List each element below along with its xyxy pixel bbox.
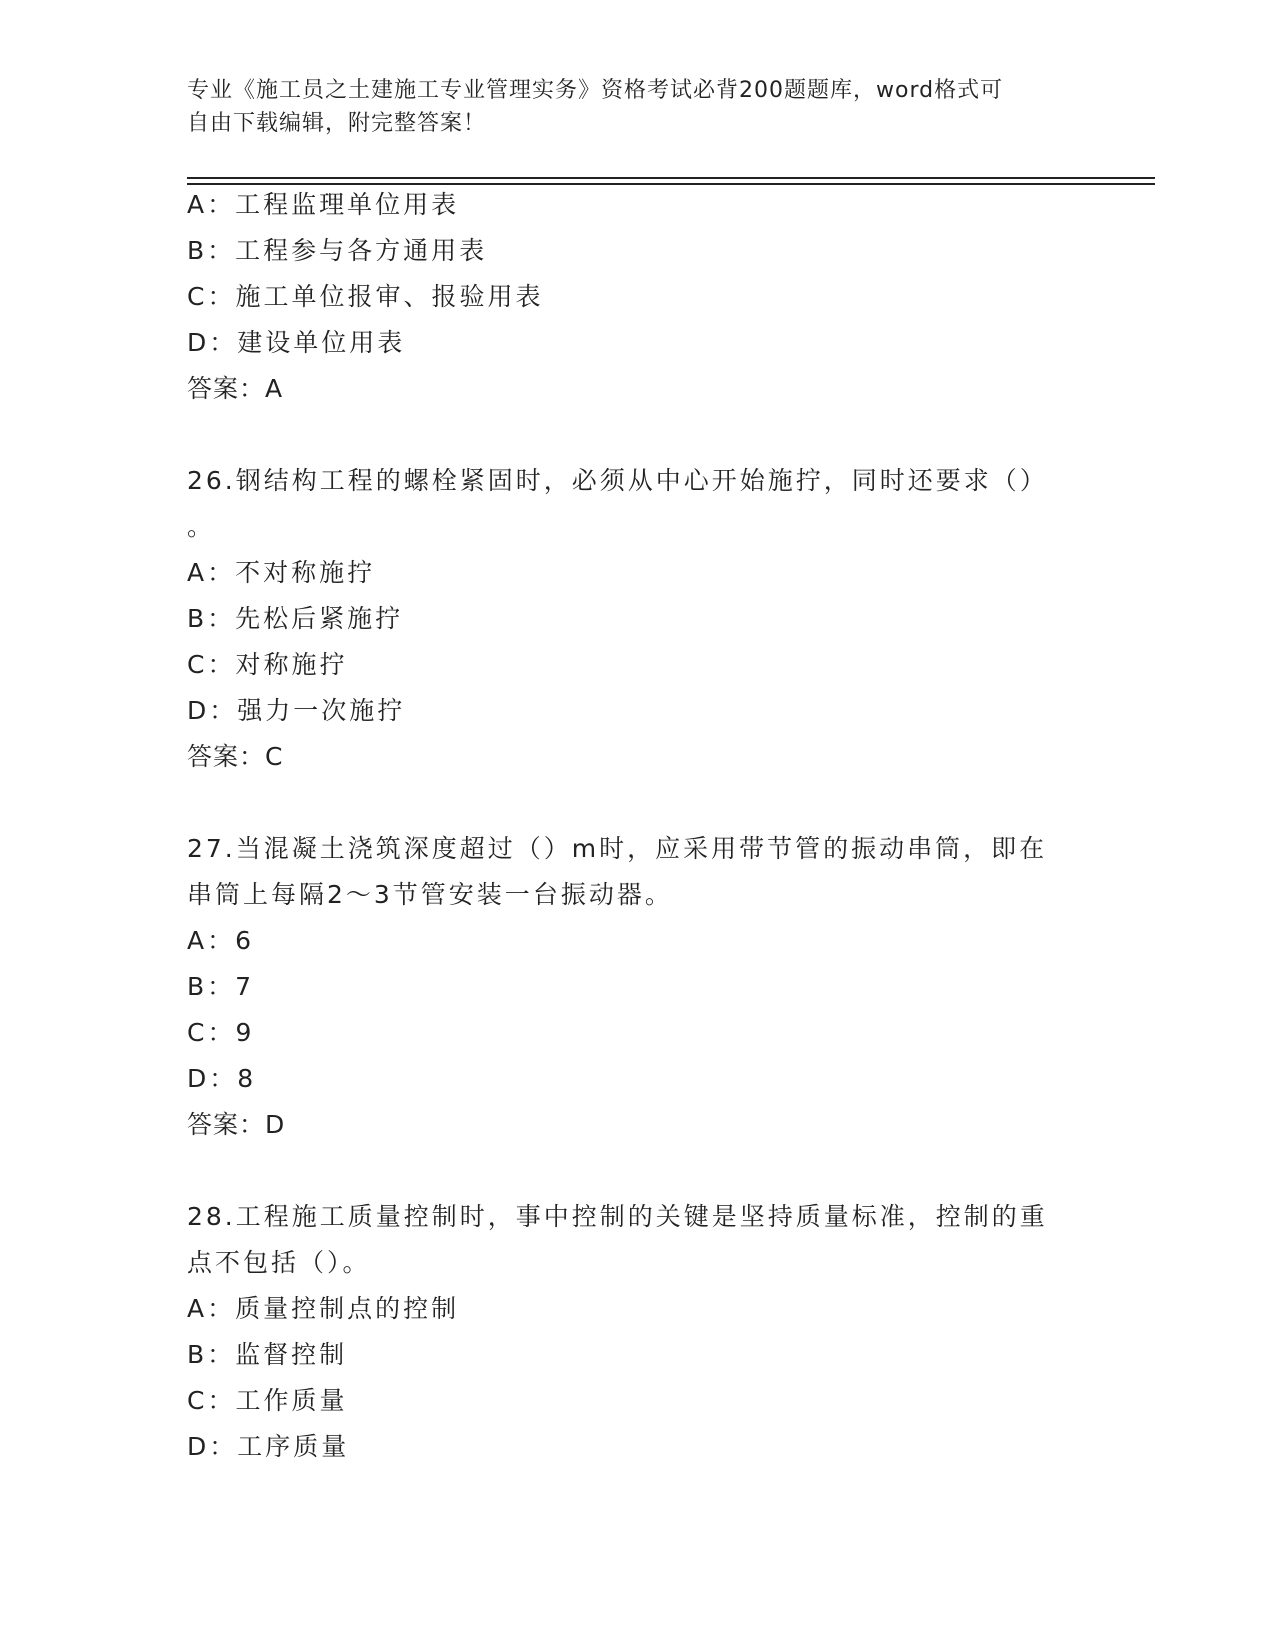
option-d: D：建设单位用表: [187, 328, 406, 357]
header-divider-bottom: [187, 183, 1155, 185]
option-a: A：不对称施拧: [187, 558, 376, 587]
question-stem-line-2: 点不包括（）。: [187, 1248, 371, 1277]
answer: 答案：A: [187, 374, 284, 403]
option-b: B：工程参与各方通用表: [187, 236, 488, 265]
document-header: [187, 74, 1067, 140]
question-stem-line-2: 串筒上每隔2～3节管安装一台振动器。: [187, 880, 673, 909]
question-list: [187, 190, 1087, 1478]
question-stem-line-1: 28.工程施工质量控制时，事中控制的关键是坚持质量标准，控制的重: [187, 1202, 1048, 1231]
option-a: A：质量控制点的控制: [187, 1294, 460, 1323]
question-27: [187, 834, 1087, 1140]
answer: 答案：D: [187, 1110, 286, 1139]
header-divider-top: [187, 177, 1155, 179]
option-c: C：9: [187, 1018, 255, 1047]
option-c: C：施工单位报审、报验用表: [187, 282, 544, 311]
option-a: A：6: [187, 926, 255, 955]
option-d: D：工序质量: [187, 1432, 350, 1461]
header-line-1: 专业《施工员之土建施工专业管理实务》资格考试必背200题题库，word格式可: [187, 78, 1004, 103]
option-d: D：强力一次施拧: [187, 696, 406, 725]
spacer: [187, 788, 1087, 834]
question-stem-line-2: 。: [187, 512, 216, 541]
spacer: [187, 1156, 1087, 1202]
option-c: C：工作质量: [187, 1386, 348, 1415]
question-stem-line-1: 27.当混凝土浇筑深度超过（）m时，应采用带节管的振动串筒，即在: [187, 834, 1048, 863]
answer: 答案：C: [187, 742, 284, 771]
option-b: B：监督控制: [187, 1340, 348, 1369]
question-stem-line-1: 26.钢结构工程的螺栓紧固时，必须从中心开始施拧，同时还要求（）: [187, 466, 1048, 495]
option-b: B：7: [187, 972, 255, 1001]
option-a: A：工程监理单位用表: [187, 190, 460, 219]
option-d: D：8: [187, 1064, 257, 1093]
option-b: B：先松后紧施拧: [187, 604, 404, 633]
question-26: [187, 466, 1087, 772]
spacer: [187, 420, 1087, 466]
question-28: [187, 1202, 1087, 1462]
question-25-tail: [187, 190, 1087, 404]
header-line-2: 自由下载编辑，附完整答案！: [187, 111, 487, 136]
option-c: C：对称施拧: [187, 650, 348, 679]
